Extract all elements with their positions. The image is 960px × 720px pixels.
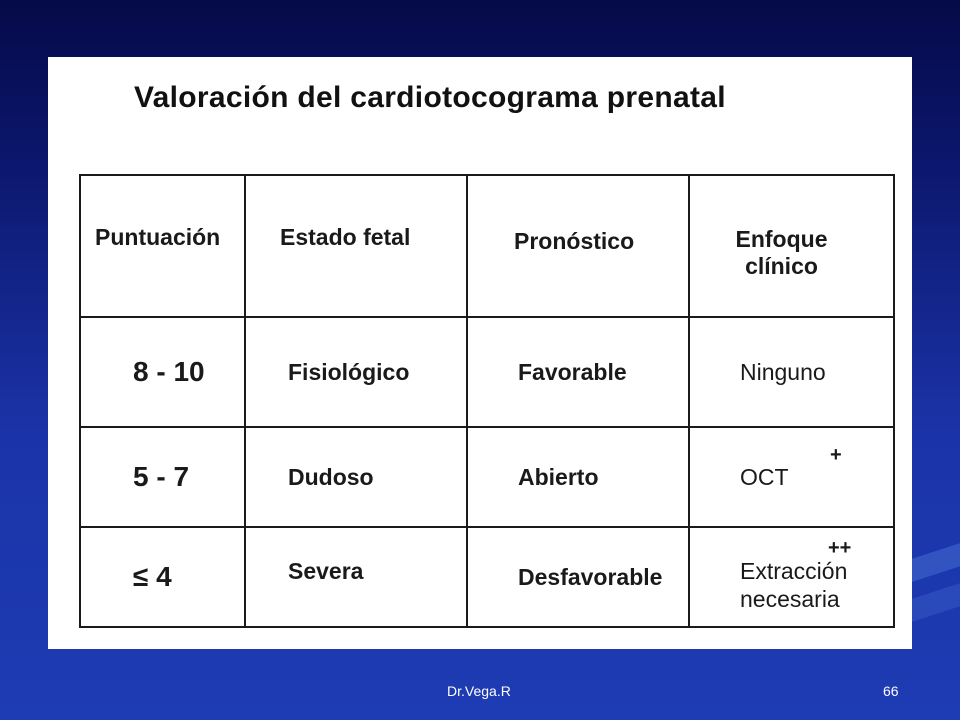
score-cell: 8 - 10: [80, 317, 245, 427]
score-cell: ≤ 4: [80, 527, 245, 627]
clinical-approach-text: Extracción necesaria: [740, 558, 848, 612]
cardiotocogram-table: [79, 174, 895, 628]
clinical-approach-cell: Ninguno: [689, 317, 894, 427]
plus-mark: +: [830, 444, 842, 466]
prognosis-cell: Favorable: [467, 317, 689, 427]
header-estado-fetal: Estado fetal: [245, 175, 467, 317]
page-number: 66: [883, 683, 899, 699]
table-row: [80, 317, 894, 427]
fetal-state-cell: Dudoso: [245, 427, 467, 527]
fetal-state-cell: Fisiológico: [245, 317, 467, 427]
prognosis-cell: Desfavorable: [467, 527, 689, 627]
score-cell: 5 - 7: [80, 427, 245, 527]
clinical-approach-cell: [689, 427, 894, 527]
plus-mark: ++: [828, 537, 852, 559]
clinical-approach-text: OCT: [740, 463, 789, 490]
prognosis-cell: Abierto: [467, 427, 689, 527]
table-row: [80, 427, 894, 527]
table-title: Valoración del cardiotocograma prenatal: [134, 81, 726, 114]
scanned-table-image: [48, 57, 912, 649]
fetal-state-cell: Severa: [245, 527, 467, 627]
footer-author: Dr.Vega.R: [447, 683, 511, 699]
table-header-row: [80, 175, 894, 317]
table-row: [80, 527, 894, 627]
clinical-approach-cell: [689, 527, 894, 627]
header-puntuacion: Puntuación: [80, 175, 245, 317]
header-enfoque-clinico: Enfoque clínico: [689, 175, 894, 317]
header-pronostico: Pronóstico: [467, 175, 689, 317]
